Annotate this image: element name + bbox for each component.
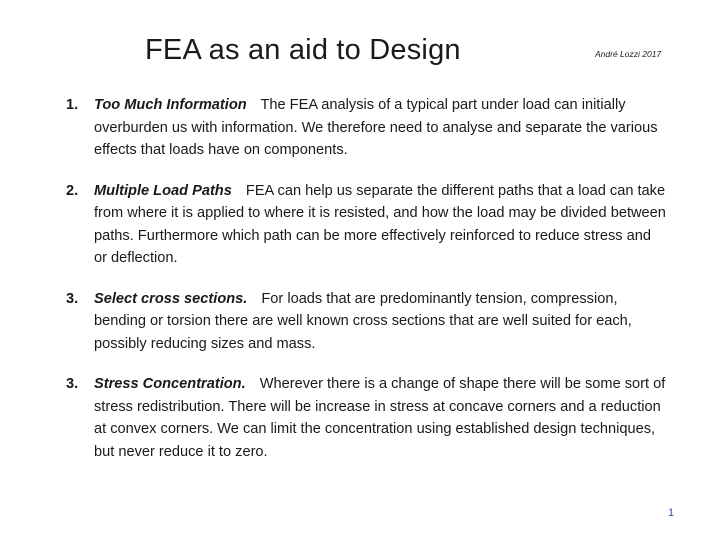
author-credit: André Lozzi 2017	[595, 49, 662, 59]
item-number: 3.	[66, 376, 79, 392]
item-number: 3.	[66, 290, 79, 307]
list-item	[66, 94, 666, 162]
item-number: 2.	[66, 182, 79, 199]
item-heading: Stress Concentration.	[94, 376, 246, 392]
item-text: The FEA analysis of a typical part under load can initially overburden us with information. We therefore need to analyse and separate the various effects that loads have on components.	[94, 97, 658, 158]
item-heading: Select cross sections.	[94, 290, 248, 307]
item-number: 1.	[66, 97, 79, 113]
list-item	[66, 288, 666, 356]
page-number: 1	[668, 507, 675, 519]
list-item	[66, 180, 666, 270]
item-heading: Multiple Load Paths	[94, 182, 232, 199]
numbered-list	[66, 94, 666, 481]
item-text: FEA can help us separate the different paths that a load can take from where it is applied to where it is resisted, and how the load may be divided between paths. Furthermore which path can be more effectively reinforced to reduce stress and or deflection.	[94, 182, 666, 266]
item-text: For loads that are predominantly tension, compression, bending or torsion there are well known cross sections that are well suited for each, possibly reducing sizes and mass.	[94, 290, 632, 352]
list-item	[66, 373, 666, 463]
item-text: Wherever there is a change of shape there will be some sort of stress redistribution. There will be increase in stress at concave corners and a reduction at convex corners. We can limit the concentration using established design techniques, but never reduce it to zero.	[94, 376, 666, 460]
slide-title: FEA as an aid to Design	[145, 34, 461, 66]
item-heading: Too Much Information	[94, 97, 247, 113]
